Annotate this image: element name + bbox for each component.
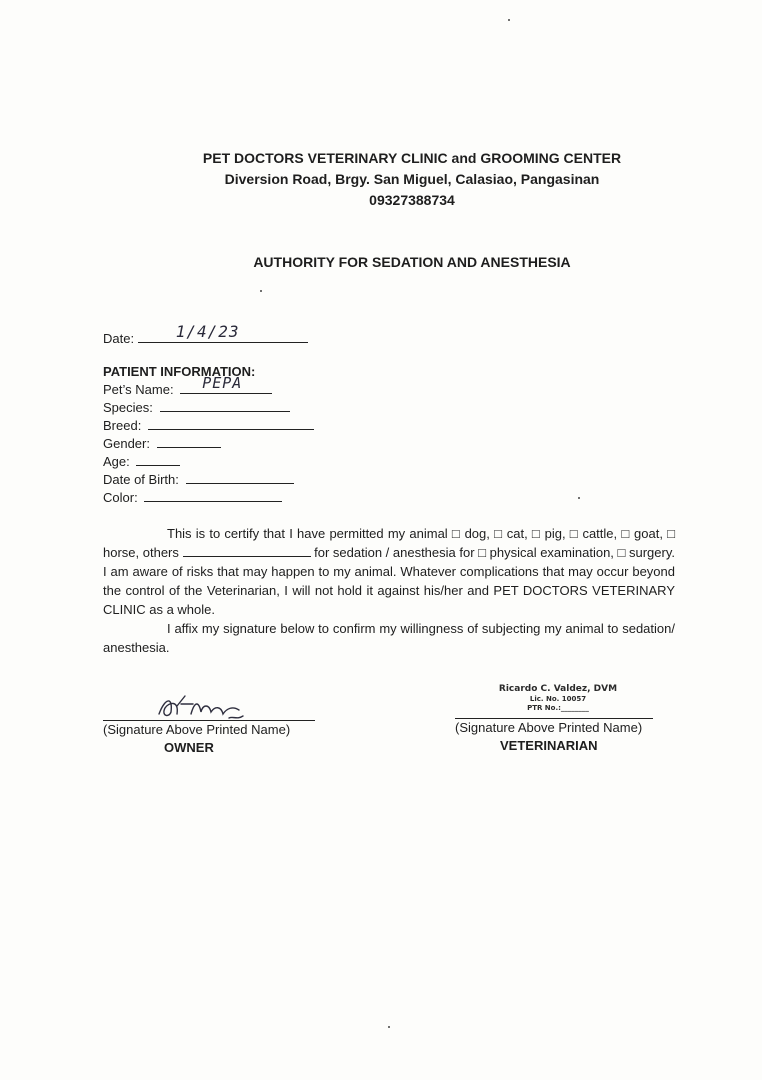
breed-label: Breed: — [103, 418, 142, 433]
scan-speck — [388, 1026, 390, 1028]
clinic-header — [0, 148, 762, 211]
owner-signature-block — [103, 702, 315, 757]
vet-signature-line[interactable] — [455, 684, 653, 719]
gender-row — [103, 435, 314, 453]
color-label: Color: — [103, 490, 138, 505]
vet-stamp-ptr: PTR No.:________ — [527, 704, 589, 712]
color-field[interactable] — [144, 489, 282, 502]
date-row — [103, 322, 308, 346]
pets-name-field[interactable] — [180, 374, 272, 394]
pets-name-label: Pet’s Name: — [103, 382, 174, 397]
breed-row — [103, 417, 314, 435]
date-label: Date: — [103, 331, 135, 346]
consent-paragraph-2: I affix my signature below to confirm my willingness of subjecting my animal to sedation/ anesthesia. — [103, 621, 675, 655]
gender-label: Gender: — [103, 436, 150, 451]
color-row — [103, 489, 314, 507]
clinic-name: PET DOCTORS VETERINARY CLINIC and GROOMING CENTER — [202, 150, 622, 166]
date-field[interactable] — [138, 322, 308, 343]
gender-field[interactable] — [157, 435, 221, 448]
breed-field[interactable] — [148, 417, 314, 430]
pets-name-row — [103, 374, 314, 399]
owner-signature-line[interactable] — [103, 702, 315, 721]
dob-field[interactable] — [186, 471, 294, 484]
clinic-address: Diversion Road, Brgy. San Miguel, Calasiao, Pangasinan — [224, 171, 600, 187]
dob-row — [103, 471, 314, 489]
date-value: 1/4/23 — [175, 322, 240, 341]
age-label: Age: — [103, 454, 130, 469]
patient-heading: PATIENT INFORMATION: — [103, 364, 256, 379]
consent-paragraph-1 — [103, 524, 675, 619]
form-title: AUTHORITY FOR SEDATION AND ANESTHESIA — [253, 254, 571, 270]
vet-stamp-license: Lic. No. 10057 — [529, 695, 587, 703]
vet-role: VETERINARIAN — [500, 738, 598, 753]
age-row — [103, 453, 314, 471]
vet-stamp-name: Ricardo C. Valdez, DVM — [498, 684, 618, 694]
vet-signature-block — [455, 684, 653, 755]
pets-name-value: PEPA — [202, 374, 243, 392]
species-row — [103, 399, 314, 417]
scan-speck — [578, 497, 580, 499]
age-field[interactable] — [136, 453, 180, 466]
species-field[interactable] — [160, 399, 290, 412]
species-label: Species: — [103, 400, 153, 415]
vet-signature-label: (Signature Above Printed Name) — [455, 720, 643, 735]
others-field[interactable] — [183, 544, 311, 557]
dob-label: Date of Birth: — [103, 472, 179, 487]
clinic-phone: 09327388734 — [369, 192, 455, 208]
scan-speck — [260, 290, 262, 292]
consent-paragraph-1-start: This is to certify that I have permitted my animal □ dog, □ cat, □ pig, □ cattle, □ goat, □ horse, others — [103, 526, 675, 560]
owner-signature-scrawl-icon — [155, 692, 251, 722]
scan-speck — [508, 19, 510, 21]
consent-text — [103, 524, 675, 657]
owner-signature-label: (Signature Above Printed Name) — [103, 722, 291, 737]
patient-information — [103, 363, 314, 507]
owner-role: OWNER — [164, 740, 214, 755]
consent-paragraph-1-end: for sedation / anesthesia for □ physical examination, □ surgery. I am aware of risks that may happen to my animal. Whatever complications that may occur beyond the control of the Veterinarian, I will not hold it against his/her and PET DOCTORS VETERINARY CLINIC as a whole. — [103, 545, 675, 617]
